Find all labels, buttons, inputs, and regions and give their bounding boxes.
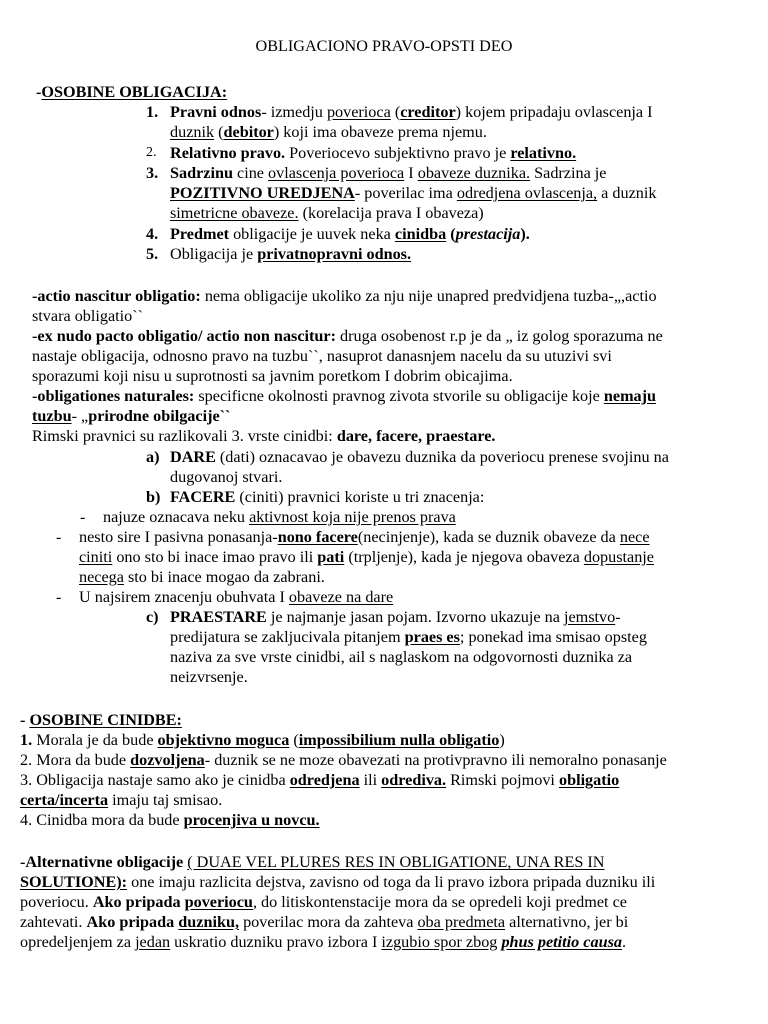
paragraph-alternativne-obligacije: -Alternativne obligacije ( DUAE VEL PLURES RES IN OBLIGATIONE, UNA RES IN bbox=[20, 853, 605, 871]
list-item-praestare: neizvrsenje. bbox=[170, 668, 248, 686]
bullet-dash: - bbox=[80, 508, 86, 526]
cinidbe-item-4: 4. Cinidba mora da bude procenjiva u novcu. bbox=[20, 811, 320, 829]
paragraph-actio-nascitur: -actio nascitur obligatio: nema obligacije ukoliko za nju nije unapred predvidjena tuzba-„,actio bbox=[32, 287, 657, 305]
list-number: 5. bbox=[146, 245, 159, 263]
bullet-item: najuze oznacava neku aktivnost koja nije prenos prava bbox=[103, 508, 456, 526]
bullet-item: ciniti ono sto bi inace imao pravo ili pati (trpljenje), kada je njegova obaveza dopustanje bbox=[79, 548, 654, 566]
paragraph-ex-nudo-pacto: sporazumi koji nisu u suprotnosti sa javnim poretkom I dobrim obicajima. bbox=[32, 367, 513, 385]
cinidbe-item-3: 3. Obligacija nastaje samo ako je cinidba odredjena ili odrediva. Rimski pojmovi obligatio bbox=[20, 771, 620, 789]
list-label: c) bbox=[146, 608, 159, 626]
list-item-praestare: naziva za sve vrste cinidbi, ail s naglaskom na odgovornosti duznika za bbox=[170, 648, 633, 666]
paragraph-alternativne-obligacije: zahtevati. Ako pripada duzniku, poverilac mora da zahteva oba predmeta alternativno, jer bi bbox=[20, 913, 629, 931]
paragraph-alternativne-obligacije: opredeljenjem za jedan uskratio duzniku pravo izbora I izgubio spor zbog phus petitio causa. bbox=[20, 933, 627, 951]
list-item-text: duznik (debitor) koji ima obaveze prema njemu. bbox=[170, 123, 487, 141]
list-item-text: POZITIVNO UREDJENA- poverilac ima odredjena ovlascenja, a duznik bbox=[170, 184, 657, 202]
bullet-dash: - bbox=[56, 528, 62, 546]
list-number: 4. bbox=[146, 225, 159, 243]
list-item-dare: dugovanoj stvari. bbox=[170, 468, 283, 486]
list-number: 1. bbox=[146, 103, 159, 121]
list-item-text: Sadrzinu cine ovlascenja poverioca I obaveze duznika. Sadrzina je bbox=[170, 164, 607, 182]
paragraph-ex-nudo-pacto: -ex nudo pacto obligatio/ actio non nascitur: druga osobenost r.p je da „ iz golog sporazuma ne bbox=[32, 327, 663, 345]
bullet-dash: - bbox=[56, 588, 62, 606]
document-title: OBLIGACIONO PRAVO-OPSTI DEO bbox=[255, 37, 513, 55]
list-number: 2. bbox=[146, 145, 157, 160]
paragraph-ex-nudo-pacto: nastaje obligacija, odnosno pravo na tuzbu``, nasuprot danasnjem nacelu da su utuzivi svi bbox=[32, 347, 612, 365]
bullet-item: U najsirem znacenju obuhvata I obaveze na dare bbox=[79, 588, 394, 606]
paragraph-alternativne-obligacije: SOLUTIONE): one imaju razlicita dejstva, zavisno od toga da li pravo izbora pripada duzniku ili bbox=[20, 873, 656, 891]
bullet-item: nesto sire I pasivna ponasanja-nono facere(necinjenje), kada se duznik obaveze da nece bbox=[79, 528, 650, 546]
list-label: a) bbox=[146, 448, 160, 466]
section-heading-osobine-obligacija: -OSOBINE OBLIGACIJA: bbox=[36, 83, 228, 101]
list-item-praestare: predijatura se zakljucivala pitanjem praes es; ponekad ima smisao opsteg bbox=[170, 628, 647, 646]
list-item-text: simetricne obaveze. (korelacija prava I obaveza) bbox=[170, 204, 484, 222]
bullet-item: necega sto bi inace mogao da zabrani. bbox=[79, 568, 325, 586]
cinidbe-item-3: certa/incerta imaju taj smisao. bbox=[20, 791, 223, 809]
cinidbe-item-1: 1. Morala je da bude objektivno moguca (impossibilium nulla obligatio) bbox=[20, 731, 505, 749]
list-item-praestare: PRAESTARE je najmanje jasan pojam. Izvorno ukazuje na jemstvo- bbox=[170, 608, 621, 626]
list-item-text: Obligacija je privatnopravni odnos. bbox=[170, 245, 412, 263]
paragraph-rimski-pravnici: Rimski pravnici su razlikovali 3. vrste cinidbi: dare, facere, praestare. bbox=[32, 427, 496, 445]
cinidbe-item-2: 2. Mora da bude dozvoljena- duznik se ne moze obavezati na protivpravno ili nemoralno ponasanje bbox=[20, 751, 667, 769]
list-number: 3. bbox=[146, 164, 159, 182]
paragraph-alternativne-obligacije: poveriocu. Ako pripada poveriocu, do litiskontenstacije mora da se opredeli koji predmet ce bbox=[20, 893, 627, 911]
list-item-text: Relativno pravo. Poveriocevo subjektivno pravo je relativno. bbox=[170, 144, 577, 162]
paragraph-actio-nascitur: stvara obligatio`` bbox=[32, 307, 144, 325]
list-item-text: Pravni odnos- izmedju poverioca (creditor) kojem pripadaju ovlascenja I bbox=[170, 103, 653, 121]
paragraph-obligationes-naturales: -obligationes naturales: specificne okolnosti pravnog zivota stvorile su obligacije koje nemaju bbox=[32, 387, 657, 405]
paragraph-obligationes-naturales: tuzbu- „prirodne obilgacije`` bbox=[32, 407, 231, 425]
section-heading-osobine-cinidbe: - OSOBINE CINIDBE: bbox=[20, 711, 182, 729]
list-item-dare: DARE (dati) oznacavao je obavezu duznika da poveriocu prenese svojinu na bbox=[170, 448, 669, 466]
list-label: b) bbox=[146, 488, 161, 506]
list-item-text: Predmet obligacije je uuvek neka cinidba (prestacija). bbox=[170, 225, 530, 243]
list-item-facere: FACERE (ciniti) pravnici koriste u tri znacenja: bbox=[170, 488, 485, 506]
